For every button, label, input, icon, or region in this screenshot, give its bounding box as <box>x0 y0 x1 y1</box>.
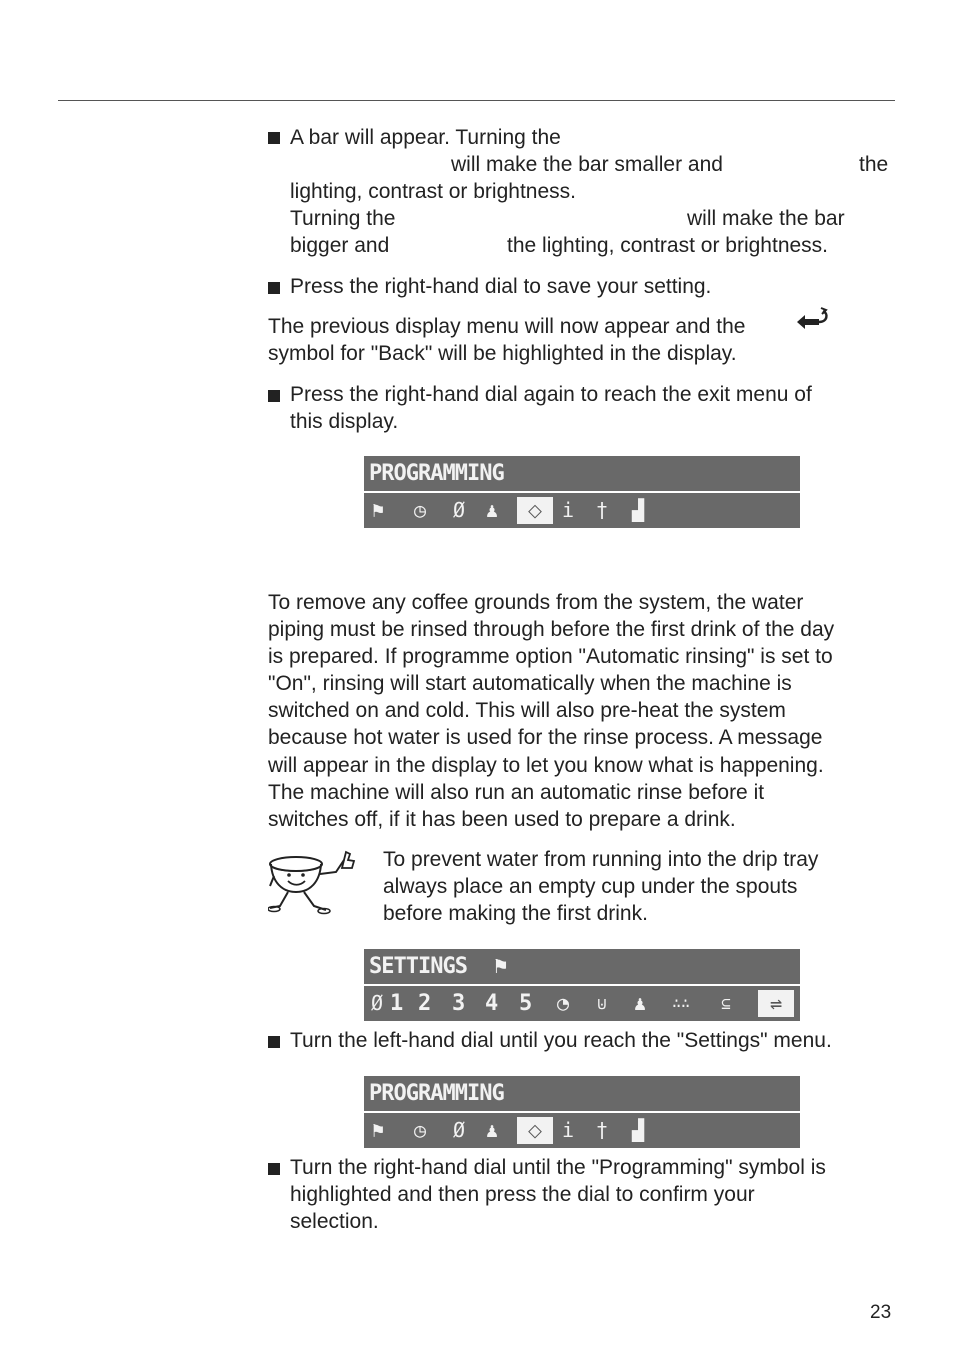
person-icon: ♟ <box>485 498 499 522</box>
header-rule <box>58 100 895 101</box>
text-line: highlighted and then press the dial to confirm your <box>290 1183 755 1206</box>
page-number: 23 <box>870 1302 892 1323</box>
settings-sliders-icon: ⇌ <box>758 990 794 1017</box>
text-line: bigger and <box>290 234 390 257</box>
clock-icon: ◷ <box>413 498 427 522</box>
step-save: Press the right-hand dial to save your setting. <box>290 275 712 298</box>
text-line: the lighting, contrast or brightness. <box>507 234 829 257</box>
number-3: 3 <box>452 991 466 1016</box>
tip-line: always place an empty cup under the spouts <box>383 875 798 898</box>
text-line: will make the bar smaller and <box>451 153 723 176</box>
info-icon: i <box>561 498 575 522</box>
factory-icon: ▟ <box>631 1118 645 1142</box>
display-title: PROGRAMMING <box>364 456 800 491</box>
tool-icon: † <box>595 1118 609 1142</box>
bullet <box>268 132 280 144</box>
flag-icon: ⚑ <box>494 954 507 979</box>
descale-icon: ⊆ <box>721 994 731 1013</box>
timer-icon: ◔ <box>556 991 570 1015</box>
programming-display <box>364 456 800 528</box>
rinse-paragraph: To remove any coffee grounds from the system, the water piping must be rinsed through before the first drink of the day is prepared. If programme option "Automatic rinsing" is set to "On", rinsing will start automatically when the machine is switched on and cold. This will also pre-heat the system because hot water is used for the rinse process. A message will appear in the display to let you know what is happening. The machine will also run an automatic rinse before it switches off, if it has been used to prepare a drink. <box>268 591 835 831</box>
back-note-line2: symbol for "Back" will be highlighted in the display. <box>268 342 737 365</box>
text-line: the <box>859 153 889 176</box>
person-icon: ♟ <box>485 1118 499 1142</box>
back-note-line1: The previous display menu will now appear and the <box>268 315 746 338</box>
drop-icon: ⬦ <box>517 1117 553 1144</box>
display-icon-row <box>364 493 800 528</box>
text-line: A bar will appear. Turning the <box>290 126 561 149</box>
display-title: SETTINGS ⚑ <box>364 949 800 984</box>
bullet <box>268 282 280 294</box>
programming-display <box>364 1076 800 1148</box>
display-title: PROGRAMMING <box>364 1076 800 1111</box>
flag-icon: ⚑ <box>371 498 385 522</box>
text-line: Press the right-hand dial again to reach the exit menu of <box>290 383 812 406</box>
bean-icon: Ø <box>370 991 384 1015</box>
text-line: this display. <box>290 410 399 433</box>
back-arrow-icon <box>795 306 831 334</box>
bean-icon: Ø <box>452 1118 466 1142</box>
text-line: Turning the <box>290 207 396 230</box>
cup-icon: ⊍ <box>597 994 607 1013</box>
number-5: 5 <box>519 991 533 1016</box>
text-line: will make the bar <box>687 207 845 230</box>
step-settings: Turn the left-hand dial until you reach the "Settings" menu. <box>290 1029 832 1052</box>
tool-icon: † <box>595 498 609 522</box>
display-icon-row <box>364 986 800 1021</box>
bullet <box>268 390 280 402</box>
bullet <box>268 1163 280 1175</box>
number-4: 4 <box>485 991 499 1016</box>
steam-icon: ∴∴ <box>671 994 691 1012</box>
drop-icon: ⬦ <box>517 497 553 524</box>
text-line: selection. <box>290 1210 379 1233</box>
bean-icon: Ø <box>452 498 466 522</box>
bullet <box>268 1036 280 1048</box>
number-2: 2 <box>418 991 432 1016</box>
flag-icon: ⚑ <box>371 1118 385 1142</box>
factory-icon: ▟ <box>631 498 645 522</box>
cup-mascot-icon <box>268 850 368 920</box>
text-line: lighting, contrast or brightness. <box>290 180 576 203</box>
number-1: 1 <box>390 991 404 1016</box>
display-icon-row <box>364 1113 800 1148</box>
info-icon: i <box>561 1118 575 1142</box>
tip-line: To prevent water from running into the drip tray <box>383 848 819 871</box>
settings-display <box>364 949 800 1021</box>
tip-line: before making the first drink. <box>383 902 648 925</box>
person-icon: ♟ <box>633 991 647 1015</box>
clock-icon: ◷ <box>413 1118 427 1142</box>
text-line: Turn the right-hand dial until the "Programming" symbol is <box>290 1156 826 1179</box>
